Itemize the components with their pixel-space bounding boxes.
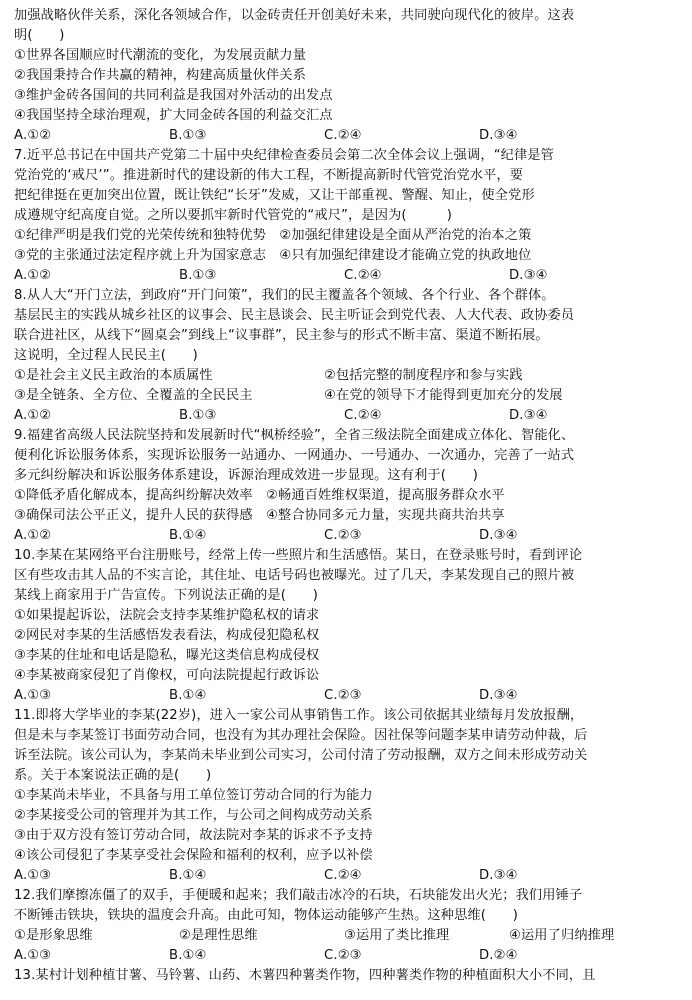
question-stem-line: 基层民主的实践从城乡社区的议事会、民主恳谈会、民主听证会到党代表、人大代表、政协委员: [14, 308, 575, 323]
choice-b[interactable]: B.①④: [169, 868, 207, 883]
question-stem-line: 成遵规守纪高度自觉。之所以要抓牢新时代管党的“戒尺”，是因为( ): [14, 208, 453, 223]
choice-a[interactable]: A.①③: [14, 948, 52, 963]
answer-choices: [14, 126, 682, 146]
answer-choices: [14, 866, 682, 886]
statement: ③维护金砖各国间的共同利益是我国对外活动的出发点: [14, 88, 333, 103]
question-8: [14, 286, 682, 426]
statement: ②我国秉持合作共赢的精神，构建高质量伙伴关系: [14, 68, 307, 83]
choice-b[interactable]: B.①③: [179, 268, 217, 283]
question-11: [14, 706, 682, 886]
statement: ④运用了归纳推理: [509, 928, 615, 943]
statement-pair: ①降低矛盾化解成本，提高纠纷解决效率 ②畅通百姓维权渠道，提高服务群众水平: [14, 488, 505, 503]
choice-c[interactable]: C.②③: [324, 948, 362, 963]
question-stem-line: 把纪律挺在更加突出位置，既让铁纪“长牙”发威，又让干部重视、警醒、知止，使全党形: [14, 188, 535, 203]
choice-d[interactable]: D.③④: [479, 688, 518, 703]
answer-choices: [14, 946, 682, 966]
statement: ①是社会主义民主政治的本质属性: [14, 368, 213, 383]
question-10: [14, 546, 682, 706]
question-stem-line: 系。关于本案说法正确的是( ): [14, 768, 212, 783]
choice-a[interactable]: A.①③: [14, 688, 52, 703]
statement: ③是全链条、全方位、全覆盖的全民民主: [14, 388, 253, 403]
answer-choices: [14, 526, 682, 546]
question-stem-line: 9.福建省高级人民法院坚持和发展新时代“枫桥经验”，全省三级法院全面建成立体化、智能化、: [14, 428, 575, 443]
statement: ③由于双方没有签订劳动合同，故法院对李某的诉求不予支持: [14, 828, 373, 843]
choice-d[interactable]: D.③④: [479, 528, 518, 543]
choice-b[interactable]: B.①④: [169, 688, 207, 703]
question-stem-line: 某线上商家用于广告宣传。下列说法正确的是( ): [14, 588, 319, 603]
statement: ④在党的领导下才能得到更加充分的发展: [324, 388, 563, 403]
choice-b[interactable]: B.①③: [179, 408, 217, 423]
question-stem-line: 这说明，全过程人民民主( ): [14, 348, 198, 363]
statement-pair: ③确保司法公平正义，提升人民的获得感 ④整合协同多元力量，实现共商共治共享: [14, 508, 505, 523]
choice-d[interactable]: D.③④: [509, 268, 548, 283]
question-13: [14, 966, 682, 986]
choice-a[interactable]: A.①②: [14, 408, 52, 423]
choice-c[interactable]: C.②③: [324, 528, 362, 543]
statement: ①世界各国顺应时代潮流的变化，为发展贡献力量: [14, 48, 307, 63]
statement-pair: ③党的主张通过法定程序就上升为国家意志 ④只有加强纪律建设才能确立党的执政地位: [14, 248, 532, 263]
statement: ②包括完整的制度程序和参与实践: [324, 368, 523, 383]
question-stem-line: 12.我们摩擦冻僵了的双手，手便暖和起来；我们敲击冰冷的石块，石块能发出火光；我们用锤子: [14, 888, 583, 903]
question-stem-line: 诉至法院。该公司认为，李某尚未毕业到公司实习，公司付清了劳动报酬，双方之间未形成劳动关: [14, 748, 588, 763]
statement: ①如果提起诉讼，法院会支持李某维护隐私权的请求: [14, 608, 320, 623]
answer-choices: [14, 686, 682, 706]
choice-c[interactable]: C.②④: [344, 408, 382, 423]
question-stem-line: 多元纠纷解决和诉讼服务体系建设，诉源治理成效进一步显现。这有利于( ): [14, 468, 479, 483]
question-stem-line: 联合进社区，从线下“圆桌会”到线上“议事群”，民主参与的形式不断丰富、渠道不断拓展。: [14, 328, 549, 343]
question-stem-line: 党治党的‘戒尺’”。推进新时代的建设新的伟大工程，不断提高新时代管党治党水平，要: [14, 168, 524, 183]
question-stem-line: 7.近平总书记在中国共产党第二十届中央纪律检查委员会第二次全体会议上强调，“纪律是管: [14, 148, 555, 163]
choice-b[interactable]: B.①④: [169, 528, 207, 543]
choice-a[interactable]: A.①②: [14, 528, 52, 543]
question-6: [14, 6, 682, 146]
statement: ①是形象思维: [14, 928, 93, 943]
choice-d[interactable]: D.②④: [479, 948, 518, 963]
choice-c[interactable]: C.②③: [324, 688, 362, 703]
statement-row: [14, 926, 682, 946]
statement: ④该公司侵犯了李某享受社会保险和福利的权利，应予以补偿: [14, 848, 373, 863]
question-stem-line: 10.李某在某网络平台注册账号，经常上传一些照片和生活感悟。某日，在登录账号时，看到评论: [14, 548, 583, 563]
statement-row: [14, 366, 682, 386]
question-stem-line: 加强战略伙伴关系，深化各领域合作，以金砖责任开创美好未来，共同驶向现代化的彼岸。这表: [14, 8, 575, 23]
question-stem-line: 但是未与李某签订书面劳动合同，也没有为其办理社会保险。因社保等问题李某申请劳动仲裁，后: [14, 728, 588, 743]
statement: ②网民对李某的生活感悟发表看法，构成侵犯隐私权: [14, 628, 320, 643]
choice-a[interactable]: A.①③: [14, 868, 52, 883]
choice-c[interactable]: C.②④: [324, 128, 362, 143]
question-stem-line: 便利化诉讼服务体系，实现诉讼服务一站通办、一网通办、一号通办、一次通办，完善了一站式: [14, 448, 575, 463]
question-stem-line: 不断锤击铁块，铁块的温度会升高。由此可知，物体运动能够产生热。这种思维( ): [14, 908, 519, 923]
statement-row: [14, 386, 682, 406]
statement: ②是理性思维: [179, 928, 258, 943]
question-stem-line: 区有些攻击其人品的不实言论，其住址、电话号码也被曝光。过了几天，李某发现自己的照片被: [14, 568, 575, 583]
answer-choices: [14, 406, 682, 426]
statement: ④我国坚持全球治理观，扩大同金砖各国的利益交汇点: [14, 108, 333, 123]
choice-c[interactable]: C.②④: [344, 268, 382, 283]
question-stem-line: 8.从人大“开门立法，到政府“开门问策”，我们的民主覆盖各个领域、各个行业、各个群体。: [14, 288, 555, 303]
choice-c[interactable]: C.②④: [324, 868, 362, 883]
choice-b[interactable]: B.①③: [169, 128, 207, 143]
question-7: [14, 146, 682, 286]
statement: ①李某尚未毕业，不具备与用工单位签订劳动合同的行为能力: [14, 788, 373, 803]
statement: ③运用了类比推理: [344, 928, 450, 943]
choice-d[interactable]: D.③④: [509, 408, 548, 423]
question-12: [14, 886, 682, 966]
statement: ③李某的住址和电话是隐私，曝光这类信息构成侵权: [14, 648, 320, 663]
question-stem-line: 明( ): [14, 28, 65, 43]
choice-d[interactable]: D.③④: [479, 128, 518, 143]
answer-choices: [14, 266, 682, 286]
question-9: [14, 426, 682, 546]
statement-pair: ①纪律严明是我们党的光荣传统和独特优势 ②加强纪律建设是全面从严治党的治本之策: [14, 228, 532, 243]
statement: ④李某被商家侵犯了肖像权，可向法院提起行政诉讼: [14, 668, 320, 683]
choice-b[interactable]: B.①④: [169, 948, 207, 963]
choice-d[interactable]: D.③④: [479, 868, 518, 883]
statement: ②李某接受公司的管理并为其工作，与公司之间构成劳动关系: [14, 808, 373, 823]
question-stem-line: 13.某村计划种植甘薯、马铃薯、山药、木薯四种薯类作物，四种薯类作物的种植面积大小不同，且: [14, 968, 596, 983]
choice-a[interactable]: A.①②: [14, 128, 52, 143]
question-stem-line: 11.即将大学毕业的李某(22岁)，进入一家公司从事销售工作。该公司依据其业绩每月发放报酬，: [14, 708, 584, 723]
choice-a[interactable]: A.①②: [14, 268, 52, 283]
